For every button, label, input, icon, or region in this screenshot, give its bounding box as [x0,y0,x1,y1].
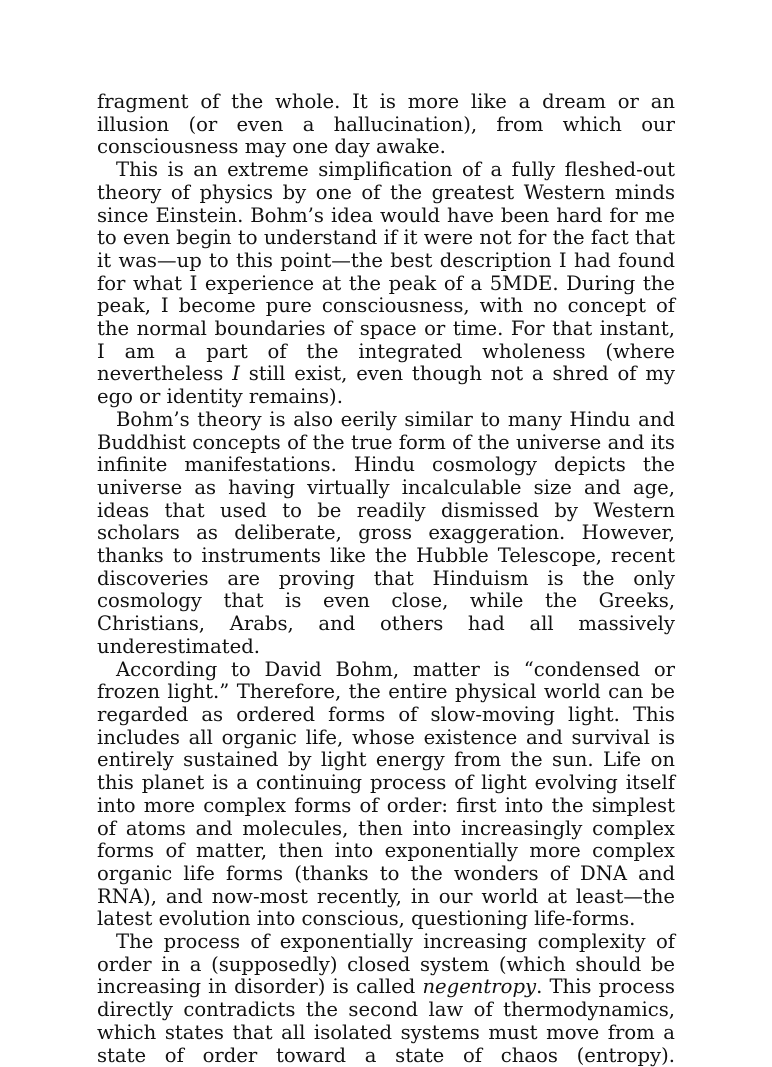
paragraph-3 [97,409,675,659]
paragraph-2-text-b: still exist, even though not a shred of my ego or identity remains). [97,362,675,409]
paragraph-2-text-a: This is an extreme simplification of a fully fleshed-out theory of physics by one of the greatest Western minds since Einstein. Bohm’s idea would have been hard for me to even begin to understand if it were not for the fact that it was—up to this point—the best description I had found for what I experience at the peak of a 5MDE. During the peak, I become pure consciousness, with no concept of the normal boundaries of space or time. For that instant, I am a part of the integrated wholeness (where nevertheless [97,158,675,386]
paragraph-5 [97,931,675,1067]
paragraph-3-text: Bohm’s theory is also eerily similar to many Hindu and Buddhist concepts of the true form of the universe and its infinite manifestations. Hindu cosmology depicts the universe as having virtually incalculable size and age, ideas that used to be readily dismissed by Western scholars as deliberate, gross exaggeration. However, thanks to instruments like the Hubble Telescope, recent discoveries are proving that Hinduism is the only cosmology that is even close, while the Greeks, Christians, Arabs, and others had all massively underestimated. [97,407,675,658]
paragraph-5-emphasis: negentropy [422,975,537,999]
paragraph-1-text: fragment of the whole. It is more like a dream or an illusion (or even a hallucination), from which our consciousness may one day awake. [97,90,675,159]
paragraph-4 [97,659,675,931]
paragraph-1 [97,91,675,159]
page-body [97,91,675,1067]
paragraph-2 [97,159,675,409]
paragraph-4-text: According to David Bohm, matter is “condensed or frozen light.” Therefore, the entire physical world can be regarded as ordered forms of slow-moving light. This includes all organic life, whose existence and survival is entirely sustained by light energy from the sun. Life on this planet is a continuing process of light evolving itself into more complex forms of order: first into the simplest of atoms and molecules, then into increasingly complex forms of matter, then into exponentially more complex organic life forms (thanks to the wonders of DNA and RNA), and now-most recently, in our world at least—the latest evolution into conscious, questioning life-forms. [97,657,675,931]
paragraph-5-text-a: The process of exponentially increasing complexity of order in a (supposedly) closed system (which should be increasing in disorder) is called [97,930,675,999]
paragraph-5-text-b: . This process directly contradicts the second law of thermodynamics, which states that all isolated systems must move from a state of order toward a state of chaos (entropy). [97,975,675,1067]
paragraph-2-emphasis: I [232,362,240,386]
